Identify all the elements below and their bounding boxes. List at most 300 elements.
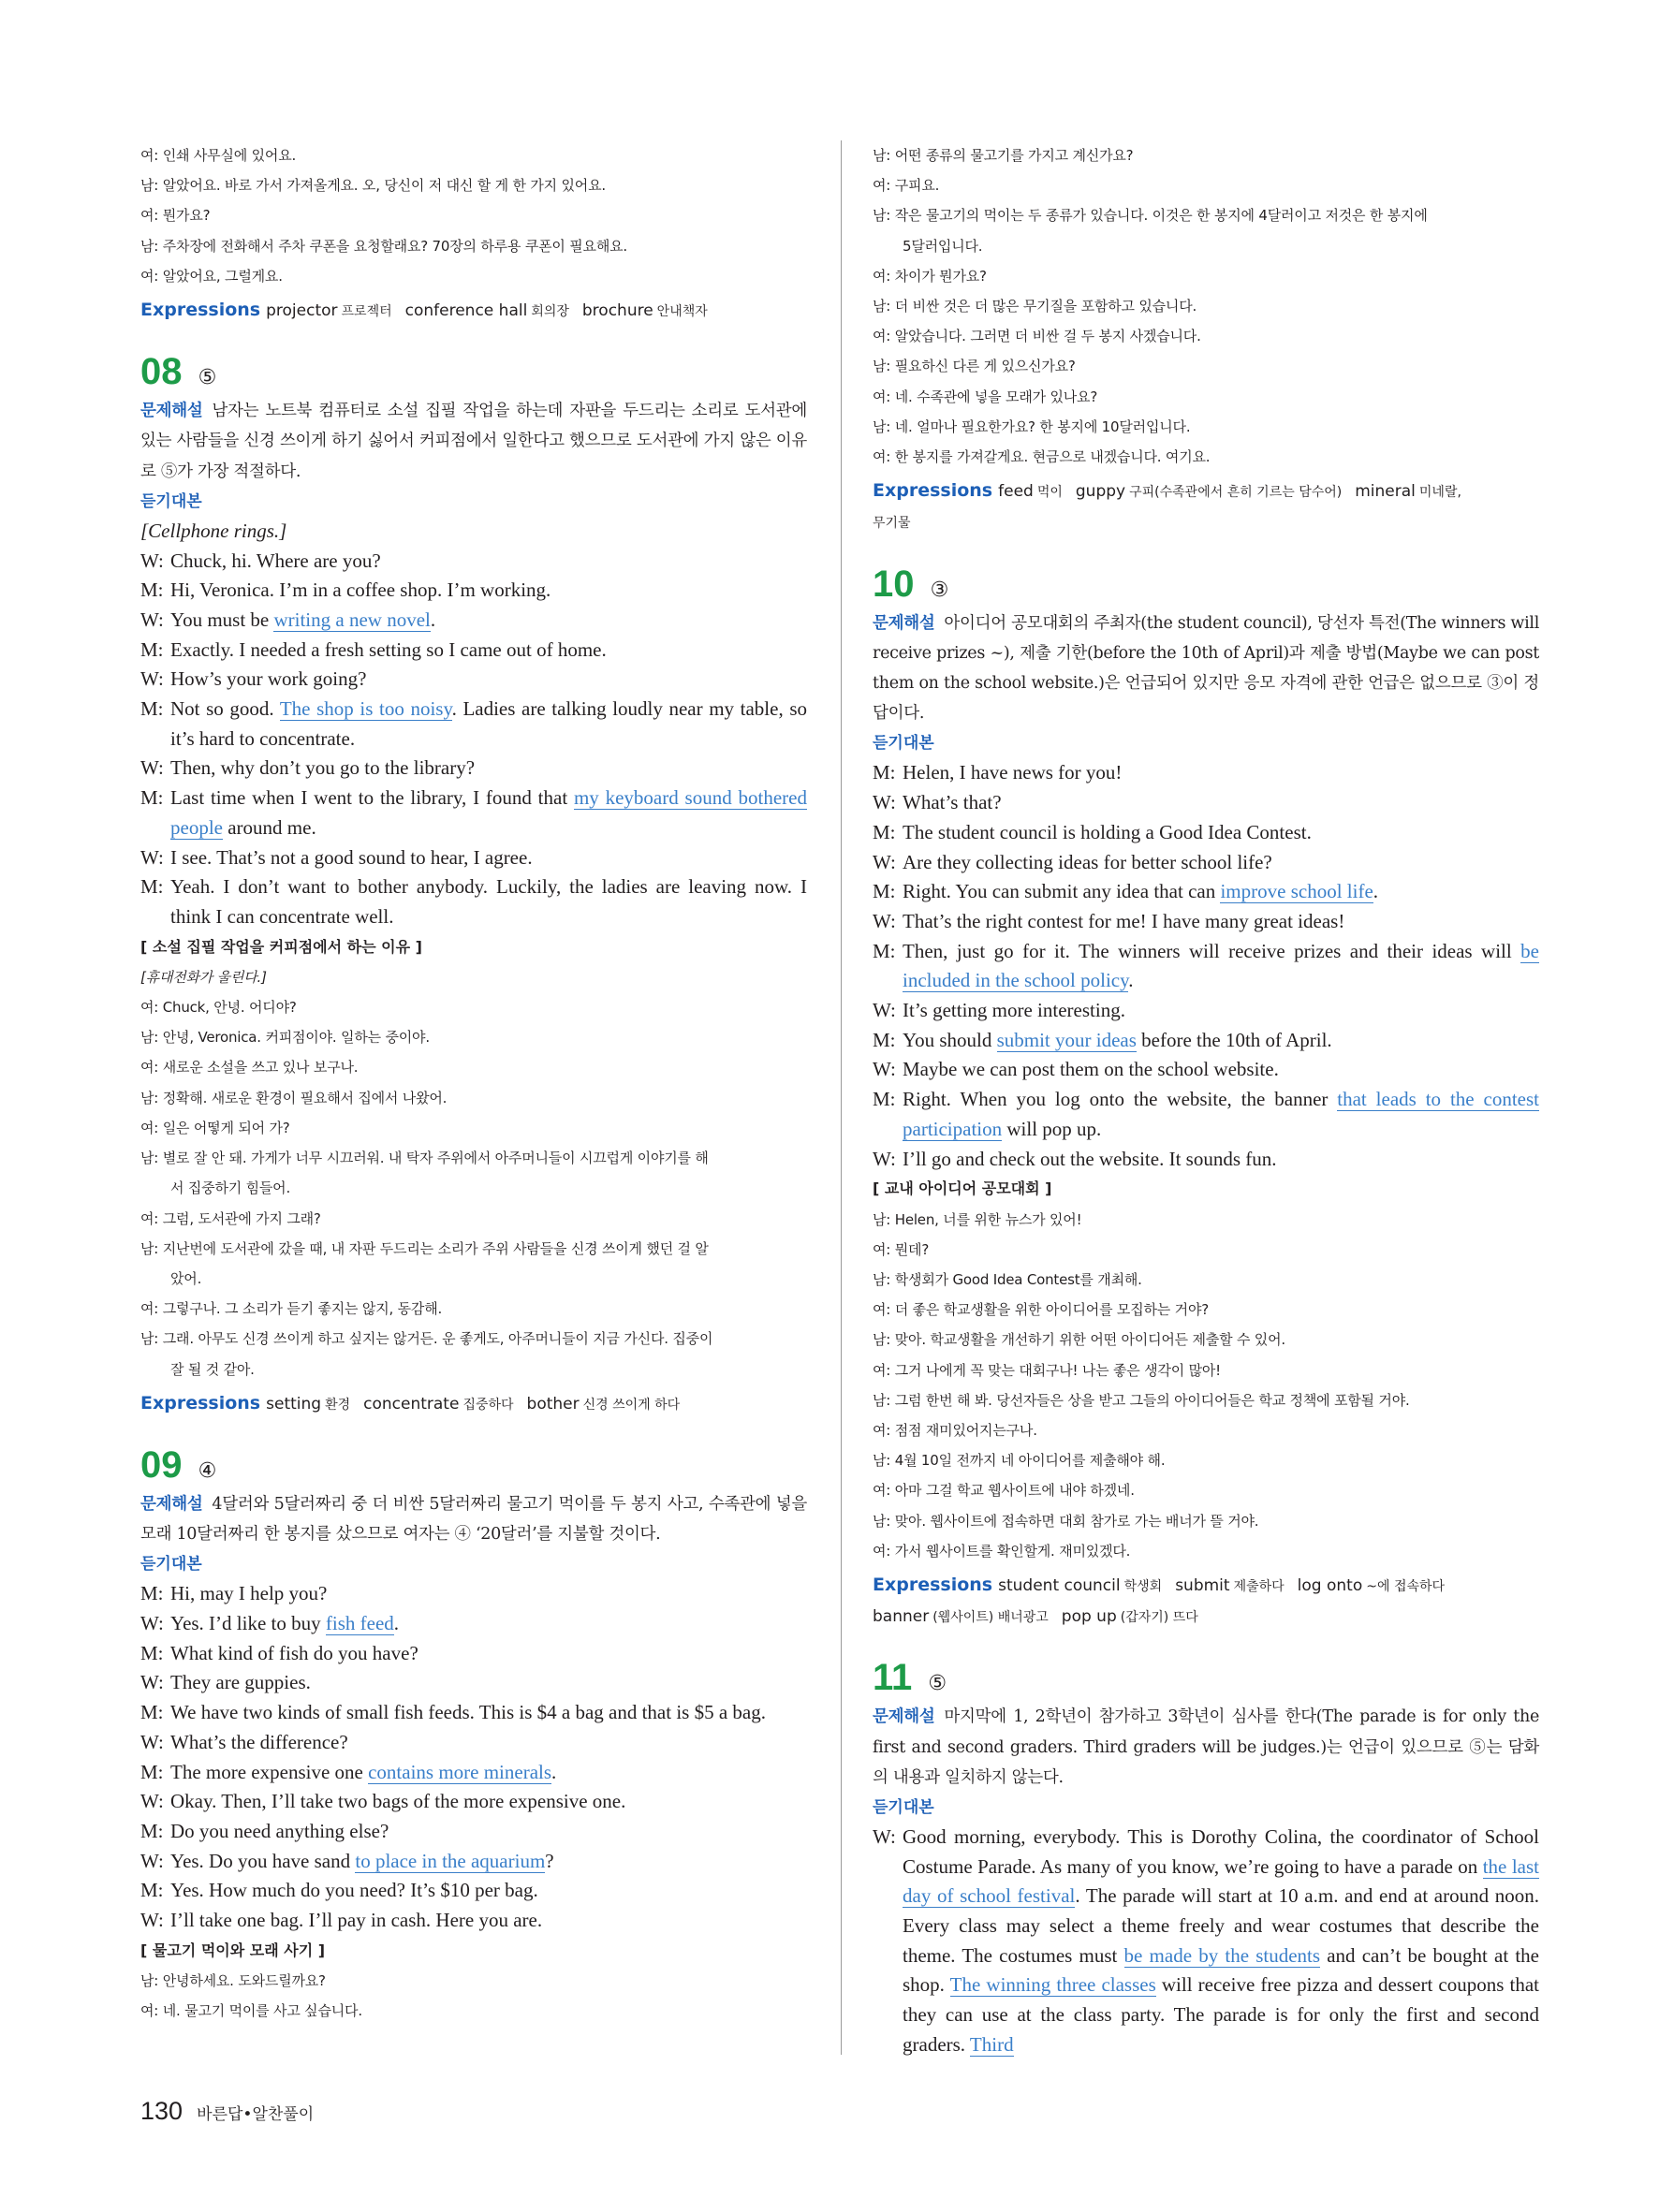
- translation-line: [140, 1294, 807, 1324]
- question-number: 10: [873, 563, 915, 605]
- speaker: 여:: [873, 1482, 891, 1500]
- speaker: 남:: [873, 1331, 891, 1349]
- speaker: M:: [140, 786, 164, 810]
- speaker: M:: [873, 1088, 896, 1111]
- speaker: W:: [140, 608, 164, 631]
- line-text: Last time when I went to the library, I found that: [170, 786, 574, 810]
- line-text: They are guppies.: [170, 1671, 311, 1694]
- translation-line: [140, 1966, 807, 1996]
- translation-line-continued: 잘 될 것 같아.: [170, 1360, 255, 1378]
- expression-term: pop up: [1061, 1607, 1117, 1627]
- line-text: 뭔데?: [894, 1240, 930, 1258]
- speaker: W:: [140, 1671, 164, 1694]
- speaker: 남:: [873, 1391, 891, 1409]
- line-text: Good morning, everybody. This is Dorothy Colina, the coordinator of School Costume Parade. As many of you know, we’re going to have a parade on: [903, 1824, 1539, 1878]
- translation-line: [873, 140, 1539, 170]
- expression-term: feed: [998, 482, 1034, 502]
- speaker: M:: [140, 1819, 164, 1842]
- line-text: 더 좋은 학교생활을 위한 아이디어를 모집하는 거야?: [894, 1301, 1209, 1319]
- script-stage-direction: [Cellphone rings.]: [140, 519, 287, 542]
- question-number: 08: [140, 351, 183, 393]
- line-text: .: [430, 608, 436, 631]
- line-text: Helen, I have news for you!: [903, 761, 1123, 784]
- expression-term: guppy: [1075, 482, 1126, 502]
- script-line: [140, 1609, 807, 1639]
- explanation-label: 문제해설: [873, 1707, 935, 1727]
- expressions-label: Expressions: [873, 480, 993, 502]
- translation-block: [873, 1205, 1539, 1566]
- script-line: [140, 1906, 807, 1936]
- script-line: [140, 1728, 807, 1758]
- line-text: 맞아. 웹사이트에 접속하면 대회 참가로 가는 배너가 뜰 거야.: [894, 1512, 1259, 1530]
- speaker: M:: [873, 939, 896, 962]
- answer-blank: that leads to the contest participation: [903, 1088, 1539, 1140]
- line-text: Okay. Then, I’ll take two bags of the more expensive one.: [170, 1790, 626, 1813]
- translation-line: [140, 992, 807, 1022]
- speaker: 남:: [873, 1512, 891, 1530]
- line-text: You should: [903, 1028, 997, 1051]
- line-text: 한 봉지를 가져갈게요. 현금으로 내겠습니다. 여기요.: [894, 448, 1211, 466]
- explanation-text: 마지막에 1, 2학년이 참가하고 3학년이 심사를 한다(The parade is for only the first and second graders. Third graders will be judges.)는 언급이 있으므로 ⑤는 담화의 내용과 일치하지 않는다.: [873, 1707, 1539, 1787]
- expression-term: projector: [266, 301, 338, 321]
- line-text: Exactly. I needed a fresh setting so I came out of home.: [170, 637, 607, 661]
- line-text: 필요하신 다른 게 있으신가요?: [894, 358, 1076, 375]
- line-text: 네. 얼마나 필요한가요? 한 봉지에 10달러입니다.: [894, 417, 1191, 435]
- script-line: [873, 937, 1539, 996]
- expression-meaning: 환경: [325, 1397, 351, 1413]
- answer-blank: be included in the school policy: [903, 939, 1539, 992]
- speaker: M:: [140, 1760, 164, 1783]
- speaker: 여:: [140, 2002, 159, 2020]
- speaker: W:: [873, 1824, 896, 1848]
- speaker: 여:: [140, 1059, 159, 1077]
- line-text: 아마 그걸 학교 웹사이트에 내야 하겠네.: [894, 1482, 1135, 1500]
- translation-title: [ 물고기 먹이와 모래 사기 ]: [140, 1941, 326, 1959]
- line-text: 그거 나에게 꼭 맞는 대회구나! 나는 좋은 생각이 많아!: [894, 1361, 1221, 1379]
- line-text: Yes. How much do you need? It’s $10 per bag.: [170, 1879, 538, 1902]
- translation-line: [140, 1234, 807, 1264]
- translation-line: [140, 140, 807, 170]
- speaker: W:: [140, 549, 164, 572]
- translation-line: [873, 1385, 1539, 1415]
- translation-line: [140, 1143, 807, 1173]
- speaker: 남:: [140, 177, 159, 195]
- script-line: [140, 606, 807, 636]
- explanation-label: 문제해설: [873, 613, 935, 633]
- expression-meaning: ~에 접속하다: [1366, 1578, 1446, 1594]
- speaker: 남:: [140, 1239, 159, 1257]
- translation-line: [140, 231, 807, 261]
- line-text: The student council is holding a Good Idea Contest.: [903, 820, 1312, 843]
- script-label: 듣기대본: [873, 1797, 934, 1817]
- line-text: Helen, 너를 위한 뉴스가 있어!: [894, 1210, 1082, 1228]
- expression-term: mineral: [1355, 482, 1416, 502]
- speaker: M:: [140, 697, 164, 721]
- line-text: .: [1128, 969, 1134, 992]
- line-text: . The parade will start at 10 a.m. and end at around noon. Every class may select a theme freely and wear costumes that describe the theme. The costumes must: [903, 1884, 1539, 1967]
- line-text: Right. When you log onto the website, the banner: [903, 1088, 1338, 1111]
- line-text: 별로 잘 안 돼. 가게가 너무 시끄러워. 내 탁자 주위에서 아주머니들이 시끄럽게 이야기를 해: [162, 1150, 709, 1167]
- translation-block: [140, 992, 807, 1384]
- translation-title: [ 소설 집필 작업을 커피점에서 하는 이유 ]: [140, 937, 422, 956]
- line-text: 차이가 뭔가요?: [894, 267, 987, 285]
- line-text: What’s that?: [903, 791, 1002, 814]
- line-text: Then, why don’t you go to the library?: [170, 756, 476, 780]
- script-label: 듣기대본: [873, 734, 934, 754]
- line-text: Then, just go for it. The winners will receive prizes and their ideas will: [903, 939, 1521, 962]
- speaker: 여:: [140, 1209, 159, 1227]
- column-divider: [841, 140, 842, 2055]
- line-text: 학생회가 Good Idea Contest를 개최해.: [894, 1270, 1142, 1288]
- expressions: [140, 295, 807, 327]
- expression-meaning: 구피(수족관에서 흔히 기르는 담수어): [1129, 485, 1343, 501]
- expression-meaning: 학생회: [1123, 1578, 1163, 1594]
- translation-line: [873, 1235, 1539, 1265]
- translation-line: [140, 200, 807, 230]
- translation-line: [873, 1536, 1539, 1566]
- speaker: 남:: [873, 1210, 891, 1228]
- speaker: 여:: [873, 1240, 891, 1258]
- speaker: 남:: [140, 1150, 159, 1167]
- answer-blank: The shop is too noisy: [279, 697, 452, 721]
- question-heading: [873, 560, 1539, 608]
- line-text: 네. 수족관에 넣을 모래가 있나요?: [894, 388, 1098, 405]
- script-line: [873, 818, 1539, 848]
- translation-line-continued: 5달러입니다.: [903, 237, 983, 255]
- expression-term: bother: [526, 1394, 580, 1414]
- line-text: 그렇구나. 그 소리가 듣기 좋지는 않지, 동감해.: [162, 1300, 443, 1318]
- answer-number: ⑤: [928, 1672, 947, 1696]
- line-text: 안녕, Veronica. 커피점이야. 일하는 중이야.: [162, 1029, 430, 1047]
- script-line: [873, 877, 1539, 907]
- explanation: [873, 1702, 1539, 1793]
- line-text: We have two kinds of small fish feeds. This is $4 a bag and that is $5 a bag.: [170, 1701, 766, 1724]
- speaker: 여:: [873, 177, 891, 195]
- script-line: [140, 843, 807, 873]
- line-text: 일은 어떻게 되어 가?: [162, 1119, 290, 1136]
- script-line: [873, 758, 1539, 788]
- speaker: 여:: [140, 1300, 159, 1318]
- line-text: 주차장에 전화해서 주차 쿠폰을 요청할래요? 70장의 하루용 쿠폰이 필요해요.: [162, 237, 627, 255]
- expression-meaning: 무기물: [873, 516, 911, 532]
- expressions: [873, 476, 1539, 538]
- question-heading: [873, 1653, 1539, 1702]
- line-text: 뭔가요?: [162, 207, 211, 225]
- line-text: I’ll take one bag. I’ll pay in cash. Here you are.: [170, 1909, 543, 1932]
- line-text: Maybe we can post them on the school website.: [903, 1058, 1279, 1081]
- explanation: [140, 1489, 807, 1549]
- line-text: 정확해. 새로운 환경이 필요해서 집에서 나왔어.: [162, 1089, 448, 1106]
- explanation-text: 남자는 노트북 컴퓨터로 소설 집필 작업을 하는데 자판을 두드리는 소리로 도서관에 있는 사람들을 신경 쓰이게 하기 싫어서 커피점에서 일한다고 했으므로 도서관에 가지 않은 이유로 ⑤가 가장 적절하다.: [140, 402, 807, 481]
- script-line: [873, 848, 1539, 878]
- translation-line: [873, 1445, 1539, 1475]
- script-line: [140, 1698, 807, 1728]
- script-line: [873, 1055, 1539, 1085]
- line-text: You must be: [170, 608, 274, 631]
- speaker: W:: [873, 850, 896, 873]
- speaker: 남:: [140, 1971, 159, 1989]
- line-text: Not so good.: [170, 697, 280, 721]
- translation-line: [140, 261, 807, 291]
- expressions: [873, 1570, 1539, 1633]
- script-line: [140, 1639, 807, 1669]
- translation-line: [140, 1113, 807, 1143]
- speaker: 여:: [873, 1301, 891, 1319]
- script-line: [140, 576, 807, 606]
- listening-script: [873, 758, 1539, 1174]
- line-text: 안녕하세요. 도와드릴까요?: [162, 1971, 326, 1989]
- line-text: 그래. 아무도 신경 쓰이게 하고 싶지는 않거든. 운 좋게도, 아주머니들이 지금 가신다. 집중이: [162, 1330, 713, 1348]
- script-line: [140, 636, 807, 666]
- speaker: 여:: [873, 388, 891, 405]
- line-text: 그럼, 도서관에 가지 그래?: [162, 1209, 321, 1227]
- speaker: 여:: [140, 147, 159, 164]
- explanation: [140, 396, 807, 487]
- expression-meaning: 회의장: [531, 304, 569, 320]
- listening-script: [140, 547, 807, 932]
- line-text: 알았어요. 바로 가서 가져올게요. 오, 당신이 저 대신 할 게 한 가지 있어요.: [162, 177, 606, 195]
- translation-line: [873, 1355, 1539, 1385]
- explanation-label: 문제해설: [140, 402, 203, 421]
- book-title: 바른답•알찬풀이: [197, 2105, 315, 2124]
- answer-number: ④: [198, 1458, 217, 1483]
- question-number: 09: [140, 1443, 183, 1486]
- explanation-label: 문제해설: [140, 1494, 203, 1514]
- script-line: [873, 907, 1539, 937]
- line-text: 알았습니다. 그러면 더 비싼 걸 두 봉지 사겠습니다.: [894, 328, 1201, 345]
- speaker: W:: [140, 845, 164, 869]
- speaker: 여:: [873, 1421, 891, 1439]
- speaker: M:: [140, 1641, 164, 1664]
- expression-term: conference hall: [404, 301, 528, 321]
- line-text: 그럼 한번 해 봐. 당선자들은 상을 받고 그들의 아이디어들은 학교 정책에 포함될 거야.: [894, 1391, 1410, 1409]
- answer-number: ③: [930, 578, 949, 602]
- answer-blank: to place in the aquarium: [355, 1849, 546, 1872]
- answer-number: ⑤: [198, 366, 217, 390]
- answer-blank: Third: [969, 2032, 1014, 2056]
- translation-line-continued: 았어.: [170, 1269, 202, 1287]
- speaker: 남:: [140, 1089, 159, 1106]
- line-text: 가서 웹사이트를 확인할게. 재미있겠다.: [894, 1542, 1131, 1560]
- explanation: [873, 608, 1539, 729]
- script-line: [140, 1847, 807, 1877]
- speaker: 여:: [873, 1361, 891, 1379]
- speaker: M:: [873, 761, 896, 784]
- translation-line: [873, 1295, 1539, 1325]
- line-text: ?: [545, 1849, 554, 1872]
- script-line: [140, 754, 807, 784]
- translation-line: [140, 1324, 807, 1354]
- line-text: Hi, may I help you?: [170, 1582, 328, 1605]
- script-line: [140, 1876, 807, 1906]
- expressions-label: Expressions: [140, 300, 261, 321]
- speaker: 여:: [873, 328, 891, 345]
- speaker: W:: [873, 791, 896, 814]
- line-text: 작은 물고기의 먹이는 두 종류가 있습니다. 이것은 한 봉지에 4달러이고 저것은 한 봉지에: [894, 207, 1428, 225]
- line-text: Right. You can submit any idea that can: [903, 880, 1221, 903]
- translation-line: [873, 1506, 1539, 1536]
- script-line: [873, 1823, 1539, 2060]
- translation-line: [873, 442, 1539, 472]
- speaker: 남:: [873, 417, 891, 435]
- line-text: Chuck, hi. Where are you?: [170, 549, 381, 572]
- line-text: 구피요.: [894, 177, 940, 195]
- line-text: It’s getting more interesting.: [903, 999, 1125, 1022]
- script-line: [140, 665, 807, 695]
- line-text: Chuck, 안녕. 어디야?: [162, 999, 297, 1017]
- script-line: [140, 1758, 807, 1788]
- translation-line: [873, 200, 1539, 230]
- expression-term: setting: [266, 1394, 322, 1414]
- translation-line: [873, 170, 1539, 200]
- speaker: M:: [873, 820, 896, 843]
- page-number: 130: [140, 2097, 184, 2125]
- translation-line: [140, 1996, 807, 2026]
- speaker: 여:: [140, 207, 159, 225]
- speaker: 여:: [873, 1542, 891, 1560]
- question-heading: [140, 347, 807, 396]
- expression-term: concentrate: [363, 1394, 460, 1414]
- line-text: .: [1373, 880, 1379, 903]
- speaker: 남:: [873, 298, 891, 315]
- translation-block: [140, 1966, 807, 2026]
- translation-line-continued: 서 집중하기 힘들어.: [170, 1179, 291, 1197]
- translation-line: [873, 291, 1539, 321]
- listening-script: [140, 1579, 807, 1935]
- script-line: [140, 547, 807, 577]
- speaker: 남:: [873, 207, 891, 225]
- explanation-text: 아이디어 공모대회의 주최자(the student council), 당선자 특전(The winners will receive prizes ~), 제출 기한(before the 10th of April)과 제출 방법(Maybe we can post them on the school website.)은 언급되어 있지만 응모 자격에 관한 언급은 없으므로 ③이 정답이다.: [873, 613, 1539, 724]
- speaker: 남:: [873, 147, 891, 164]
- translation-line: [873, 1205, 1539, 1235]
- expression-meaning: 미네랄,: [1418, 485, 1461, 501]
- script-line: [140, 1668, 807, 1698]
- speaker: 남:: [140, 1330, 159, 1348]
- question-number: 11: [873, 1657, 913, 1699]
- script-line: [140, 872, 807, 931]
- script-line: [140, 1817, 807, 1847]
- script-line: [140, 695, 807, 754]
- speaker: M:: [140, 1701, 164, 1724]
- line-text: 점점 재미있어지는구나.: [894, 1421, 1037, 1439]
- line-text: 인쇄 사무실에 있어요.: [162, 147, 297, 164]
- answer-blank: submit your ideas: [996, 1028, 1137, 1051]
- line-text: Hi, Veronica. I’m in a coffee shop. I’m working.: [170, 579, 551, 602]
- line-text: . Ladies are talking loudly near my table, so it’s hard to concentrate.: [170, 697, 807, 750]
- speaker: 남:: [873, 358, 891, 375]
- expression-meaning: 신경 쓰이게 하다: [582, 1397, 681, 1413]
- translation-line: [140, 170, 807, 200]
- script-line: [140, 784, 807, 842]
- expression-term: brochure: [581, 301, 653, 321]
- translation-title: [ 교내 아이디어 공모대회 ]: [873, 1179, 1052, 1198]
- expressions-label: Expressions: [140, 1392, 261, 1414]
- translation-line: [140, 1022, 807, 1052]
- line-text: 4월 10일 전까지 네 아이디어를 제출해야 해.: [894, 1452, 1166, 1470]
- speaker: 여:: [140, 1119, 159, 1136]
- translation-line: [140, 1083, 807, 1113]
- script-label: 듣기대본: [140, 491, 202, 511]
- line-text: What kind of fish do you have?: [170, 1641, 418, 1664]
- speaker: M:: [140, 875, 164, 899]
- line-text: .: [393, 1612, 400, 1635]
- speaker: W:: [140, 1612, 164, 1635]
- speaker: W:: [873, 1147, 896, 1170]
- speaker: W:: [873, 999, 896, 1022]
- line-text: .: [551, 1760, 557, 1783]
- script-line: [873, 1085, 1539, 1144]
- translation-line: [140, 1204, 807, 1234]
- expression-term: submit: [1175, 1575, 1230, 1595]
- speaker: 여:: [873, 267, 891, 285]
- translation-line: [873, 382, 1539, 412]
- line-text: What’s the difference?: [170, 1730, 348, 1753]
- page-footer: [140, 2092, 314, 2130]
- answer-blank: writing a new novel: [273, 608, 431, 631]
- speaker: W:: [873, 1058, 896, 1081]
- line-text: 더 비싼 것은 더 많은 무기질을 포함하고 있습니다.: [894, 298, 1197, 315]
- speaker: W:: [140, 1849, 164, 1872]
- expression-term: log onto: [1297, 1575, 1363, 1595]
- line-text: That’s the right contest for me! I have many great ideas!: [903, 909, 1345, 932]
- right-column: [873, 140, 1539, 2060]
- line-text: Yes. I’d like to buy: [170, 1612, 326, 1635]
- line-text: Are they collecting ideas for better school life?: [903, 850, 1272, 873]
- answer-blank: fish feed: [325, 1612, 394, 1635]
- expressions-label: Expressions: [873, 1574, 993, 1595]
- expressions: [140, 1388, 807, 1420]
- answer-blank: my keyboard sound bothered people: [170, 786, 807, 839]
- speaker: 여:: [140, 999, 159, 1017]
- speaker: W:: [873, 909, 896, 932]
- translation-block: [873, 140, 1539, 472]
- speaker: 남:: [873, 1452, 891, 1470]
- speaker: M:: [140, 579, 164, 602]
- expression-meaning: (갑자기) 뜨다: [1120, 1610, 1198, 1626]
- speaker: W:: [140, 1909, 164, 1932]
- line-text: I’ll go and check out the website. It sounds fun.: [903, 1147, 1277, 1170]
- line-text: How’s your work going?: [170, 667, 367, 691]
- speaker: 여:: [140, 267, 159, 285]
- script-line: [873, 1026, 1539, 1056]
- speaker: 남:: [140, 237, 159, 255]
- translation-stage-direction: [휴대전화가 울린다.]: [140, 968, 267, 986]
- script-line: [140, 1579, 807, 1609]
- line-text: The more expensive one: [170, 1760, 369, 1783]
- expression-meaning: (웹사이트) 배너광고: [932, 1610, 1049, 1626]
- line-text: 알았어요, 그럴게요.: [162, 267, 283, 285]
- speaker: W:: [140, 756, 164, 780]
- translation-line: [873, 1265, 1539, 1295]
- speaker: M:: [140, 1879, 164, 1902]
- answer-blank: contains more minerals: [368, 1760, 552, 1783]
- left-column: [140, 140, 807, 2026]
- speaker: M:: [140, 1582, 164, 1605]
- line-text: 네. 물고기 먹이를 사고 싶습니다.: [162, 2002, 362, 2020]
- translation-line: [873, 321, 1539, 351]
- translation-line: [873, 261, 1539, 291]
- line-text: I see. That’s not a good sound to hear, I agree.: [170, 845, 533, 869]
- line-text: 맞아. 학교생활을 개선하기 위한 어떤 아이디어든 제출할 수 있어.: [894, 1331, 1285, 1349]
- answer-blank: the last day of school festival: [903, 1854, 1539, 1908]
- speaker: 남:: [140, 1029, 159, 1047]
- expression-meaning: 안내책자: [656, 304, 708, 320]
- line-text: Yeah. I don’t want to bother anybody. Luckily, the ladies are leaving now. I think I can concentrate well.: [170, 875, 807, 928]
- translation-line: [873, 1475, 1539, 1505]
- line-text: will receive free pizza and dessert coupons that they can use at the class party. The parade is for only the first and second graders.: [903, 1973, 1539, 2056]
- speaker: W:: [140, 1730, 164, 1753]
- speaker: 여:: [873, 448, 891, 466]
